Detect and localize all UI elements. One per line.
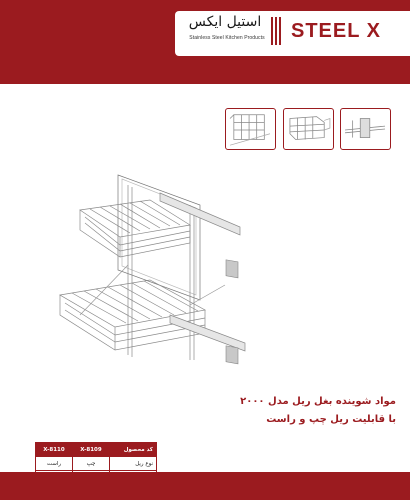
logo-stripes-icon <box>271 17 285 45</box>
table-cell: چپ <box>73 457 110 471</box>
table-row-label: نوع ریل <box>110 457 157 471</box>
product-description <box>146 393 396 429</box>
table-row <box>36 443 157 457</box>
table-row-label: کد محصول <box>110 443 157 457</box>
table-row <box>36 457 157 471</box>
product-basket-illustration <box>40 165 255 365</box>
footer-band <box>0 472 410 500</box>
brand-tagline: Stainless Steel Kitchen Products <box>189 35 265 41</box>
table-cell: راست <box>36 457 73 471</box>
brand-logo: STEEL X <box>291 20 381 42</box>
table-cell: X-8109 <box>73 443 110 457</box>
basket-detail-icon <box>284 109 333 149</box>
product-title-line-2: با قابلیت ریل چپ و راست <box>266 414 396 425</box>
rail-detail-icon <box>341 109 390 149</box>
product-title-line-1: مواد شوینده بغل ریل مدل ۲۰۰۰ <box>240 396 396 407</box>
brand-persian-name: استیل ایکس <box>188 14 262 30</box>
basket-side-icon <box>226 109 275 149</box>
thumbnail-basket-detail[interactable] <box>283 108 334 150</box>
thumbnail-rail-detail[interactable] <box>340 108 391 150</box>
table-cell: X-8110 <box>36 443 73 457</box>
thumbnail-basket-side-view[interactable] <box>225 108 276 150</box>
